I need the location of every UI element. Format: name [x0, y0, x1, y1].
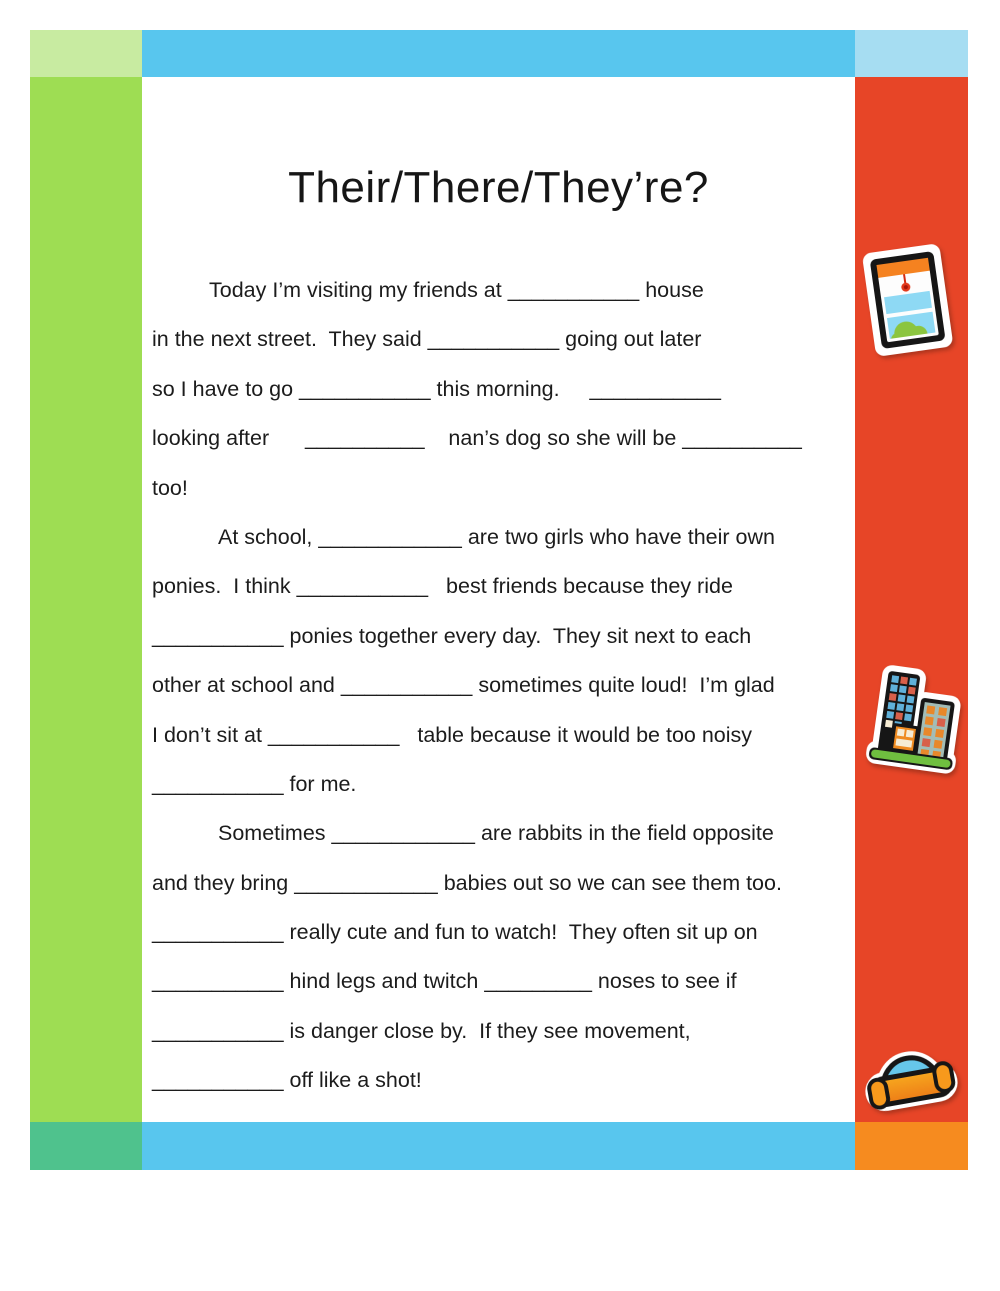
frame-left-border [30, 77, 142, 1122]
frame-corner-bottom-left [30, 1122, 142, 1170]
frame-corner-top-right [855, 30, 968, 77]
paragraph-3 [152, 809, 848, 1105]
worksheet-text [152, 266, 848, 1106]
frame-right-border [855, 77, 968, 1122]
text-line: Today I’m visiting my friends at ___________ house [209, 278, 704, 302]
text-line: looking after __________ nan’s dog so she will be __________ [152, 426, 802, 451]
text-line: Sometimes ____________ are rabbits in the field opposite [218, 821, 774, 846]
text-line: ___________ hind legs and twitch _________ noses to see if [152, 969, 737, 994]
text-line: ___________ really cute and fun to watch! They often sit up on [152, 920, 758, 945]
text-line: other at school and ___________ sometimes quite loud! I’m glad [152, 673, 775, 698]
frame-top-bar [142, 30, 855, 77]
text-line: too! [152, 475, 188, 500]
frame-bottom-bar [142, 1122, 855, 1170]
text-line: ___________ off like a shot! [152, 1068, 422, 1093]
text-line: in the next street. They said ___________ going out later [152, 327, 702, 352]
text-line: ___________ for me. [152, 771, 357, 796]
text-line: At school, ____________ are two girls who have their own [218, 524, 775, 549]
worksheet-body [142, 77, 855, 1122]
paragraph-1 [152, 266, 848, 513]
text-line: I don’t sit at ___________ table because it would be too noisy [152, 722, 753, 747]
text-line: ___________ ponies together every day. They sit next to each [152, 623, 752, 648]
paragraph-2 [152, 513, 848, 809]
buildings-sticker-icon [863, 662, 969, 781]
page-title: Their/There/They’re? [288, 163, 709, 212]
frame-corner-top-left [30, 30, 142, 77]
text-line: ___________ is danger close by. If they see movement, [152, 1018, 691, 1043]
text-line: ponies. I think ___________ best friends because they ride [152, 574, 733, 599]
couch-sticker-icon [855, 1026, 965, 1130]
text-line: so I have to go ___________ this morning. ___________ [152, 376, 721, 401]
text-line: and they bring ____________ babies out so we can see them too. [152, 870, 782, 895]
window-sticker-icon [858, 240, 957, 366]
